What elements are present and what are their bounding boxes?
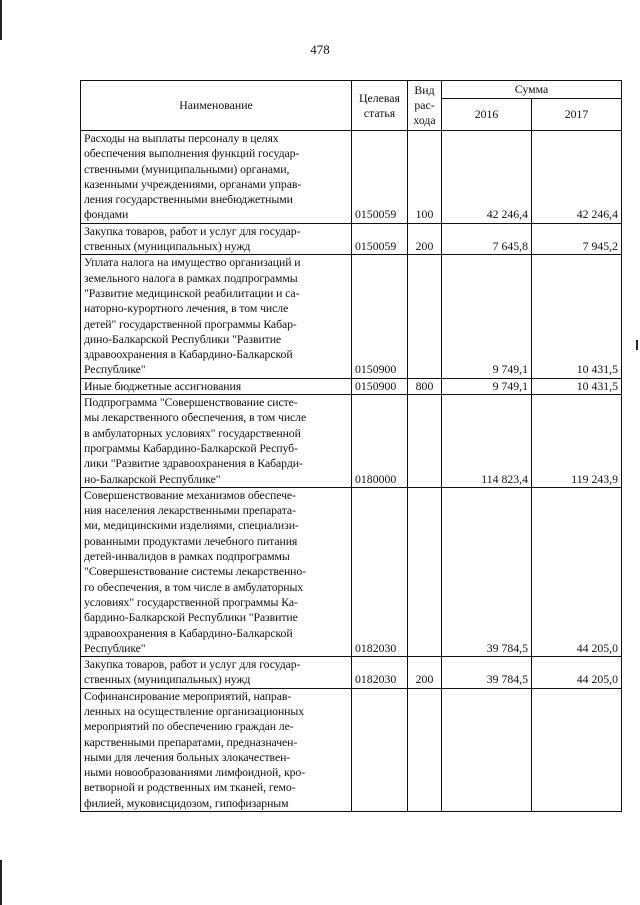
row-name-line: Иные бюджетные ассигнования bbox=[84, 378, 242, 393]
row-value-2017: 7 945,2 bbox=[532, 223, 622, 255]
row-name bbox=[81, 378, 352, 394]
row-name-line: ными для лечения больных злокачествен- bbox=[84, 749, 291, 764]
row-name-line: ветворной и родственных им тканей, гемо- bbox=[84, 780, 296, 795]
row-kind bbox=[408, 255, 442, 378]
row-code bbox=[352, 688, 408, 811]
row-code: 0182030 bbox=[352, 487, 408, 656]
row-name-line: Закупка товаров, работ и услуг для государ- bbox=[84, 657, 301, 672]
row-name-line: Закупка товаров, работ и услуг для государ- bbox=[84, 223, 301, 238]
row-name bbox=[81, 255, 352, 378]
row-code: 0150059 bbox=[352, 223, 408, 255]
row-kind: 200 bbox=[408, 223, 442, 255]
row-value-2016: 39 784,5 bbox=[442, 657, 532, 689]
table-body bbox=[81, 131, 622, 812]
left-lower-edge-mark bbox=[0, 860, 2, 905]
row-name-line: го обеспечения, в том числе в амбулаторных bbox=[84, 579, 304, 594]
table-row bbox=[81, 657, 622, 689]
row-name-line: лики "Развитие здравоохранения в Кабарди- bbox=[84, 456, 303, 471]
row-name-line: Уплата налога на имущество организаций и bbox=[84, 255, 301, 270]
row-name-line: мы лекарственного обеспечения, в том числе bbox=[84, 410, 307, 425]
row-name-line: Совершенствование механизмов обеспече- bbox=[84, 487, 296, 502]
row-kind bbox=[408, 688, 442, 811]
row-name-line: в амбулаторных условиях" государственной bbox=[84, 425, 301, 440]
row-code: 0180000 bbox=[352, 395, 408, 488]
row-value-2017: 42 246,4 bbox=[532, 131, 622, 224]
header-kind: Вид рас-хода bbox=[408, 81, 442, 131]
row-name-line: но-Балкарской Республике" bbox=[84, 471, 221, 486]
row-value-2017: 44 205,0 bbox=[532, 657, 622, 689]
row-name-line: рованными продуктами лечебного питания bbox=[84, 533, 298, 548]
row-name-line: фондами bbox=[84, 207, 129, 222]
table-row bbox=[81, 223, 622, 255]
row-kind: 100 bbox=[408, 131, 442, 224]
row-name-line: ственных (муниципальных) нужд bbox=[84, 239, 251, 254]
row-name-line: программы Кабардино-Балкарской Респуб- bbox=[84, 440, 298, 455]
row-value-2017: 119 243,9 bbox=[532, 395, 622, 488]
row-name-line: условиях" государственной программы Ка- bbox=[84, 594, 298, 609]
row-value-2016: 9 749,1 bbox=[442, 378, 532, 394]
row-name bbox=[81, 131, 352, 224]
row-name-line: ния населения лекарственными препарата- bbox=[84, 503, 296, 518]
header-year-2017: 2017 bbox=[532, 99, 622, 131]
table-row bbox=[81, 378, 622, 394]
row-name-line: здравоохранения в Кабардино-Балкарской bbox=[84, 347, 293, 362]
table-row bbox=[81, 688, 622, 811]
row-value-2017 bbox=[532, 688, 622, 811]
row-name-line: казенными учреждениями, органами управ- bbox=[84, 176, 302, 191]
header-name: Наименование bbox=[81, 81, 352, 131]
row-name-line: детей-инвалидов в рамках подпрограммы bbox=[84, 549, 290, 564]
left-edge-mark bbox=[0, 0, 2, 40]
row-kind bbox=[408, 487, 442, 656]
row-name-line: Софинансирование мероприятий, направ- bbox=[84, 688, 292, 703]
row-name bbox=[81, 395, 352, 488]
row-value-2016: 7 645,8 bbox=[442, 223, 532, 255]
row-name-line: здравоохранения в Кабардино-Балкарской bbox=[84, 625, 293, 640]
row-code: 0150900 bbox=[352, 255, 408, 378]
row-name-line: ственными (муниципальными) органами, bbox=[84, 161, 290, 176]
row-code: 0150059 bbox=[352, 131, 408, 224]
row-name-line: бардино-Балкарской Республики "Развитие bbox=[84, 610, 298, 625]
table-row bbox=[81, 131, 622, 224]
row-name-line: мероприятий по обеспечению граждан ле- bbox=[84, 719, 294, 734]
row-value-2017: 44 205,0 bbox=[532, 487, 622, 656]
row-name-line: ленных на осуществление организационных bbox=[84, 703, 305, 718]
row-name-line: обеспечения выполнения функций государ- bbox=[84, 146, 300, 161]
row-name-line: ственных (муниципальных) нужд bbox=[84, 672, 251, 687]
right-edge-mark bbox=[636, 340, 638, 350]
row-name-line: Подпрограмма "Совершенствование систе- bbox=[84, 395, 298, 410]
row-name bbox=[81, 487, 352, 656]
row-name-line: земельного налога в рамках подпрограммы bbox=[84, 270, 298, 285]
row-name-line: "Развитие медицинской реабилитации и са- bbox=[84, 285, 300, 300]
budget-table bbox=[80, 80, 622, 812]
table-row bbox=[81, 395, 622, 488]
header-year-2016: 2016 bbox=[442, 99, 532, 131]
row-value-2016 bbox=[442, 688, 532, 811]
row-name-line: дино-Балкарской Республики "Развитие bbox=[84, 331, 282, 346]
row-code: 0150900 bbox=[352, 378, 408, 394]
row-kind bbox=[408, 395, 442, 488]
row-name bbox=[81, 657, 352, 689]
page-number: 478 bbox=[310, 42, 330, 57]
row-value-2016: 9 749,1 bbox=[442, 255, 532, 378]
header-sum: Сумма bbox=[442, 81, 622, 99]
row-kind: 800 bbox=[408, 378, 442, 394]
row-value-2016: 39 784,5 bbox=[442, 487, 532, 656]
row-kind: 200 bbox=[408, 657, 442, 689]
table-row bbox=[81, 255, 622, 378]
row-name-line: Расходы на выплаты персоналу в целях bbox=[84, 131, 279, 145]
row-name-line: ления государственными внебюджетными bbox=[84, 192, 293, 207]
row-name-line: карственными препаратами, предназначен- bbox=[84, 734, 298, 749]
row-value-2017: 10 431,5 bbox=[532, 378, 622, 394]
row-value-2017: 10 431,5 bbox=[532, 255, 622, 378]
row-name-line: филией, муковисцидозом, гипофизарным bbox=[84, 795, 289, 810]
row-name bbox=[81, 688, 352, 811]
row-name-line: Республике" bbox=[84, 362, 146, 377]
row-value-2016: 114 823,4 bbox=[442, 395, 532, 488]
row-name-line: наторно-курортного лечения, в том числе bbox=[84, 301, 289, 316]
row-code: 0182030 bbox=[352, 657, 408, 689]
row-name-line: ми, медицинскими изделиями, специализи- bbox=[84, 518, 299, 533]
row-value-2016: 42 246,4 bbox=[442, 131, 532, 224]
row-name-line: ными новообразованиями лимфоидной, кро- bbox=[84, 765, 306, 780]
table-row bbox=[81, 487, 622, 656]
row-name-line: "Совершенствование системы лекарственно- bbox=[84, 564, 307, 579]
header-code: Целевая статья bbox=[352, 81, 408, 131]
row-name-line: Республике" bbox=[84, 640, 146, 655]
row-name-line: детей" государственной программы Кабар- bbox=[84, 316, 297, 331]
row-name bbox=[81, 223, 352, 255]
